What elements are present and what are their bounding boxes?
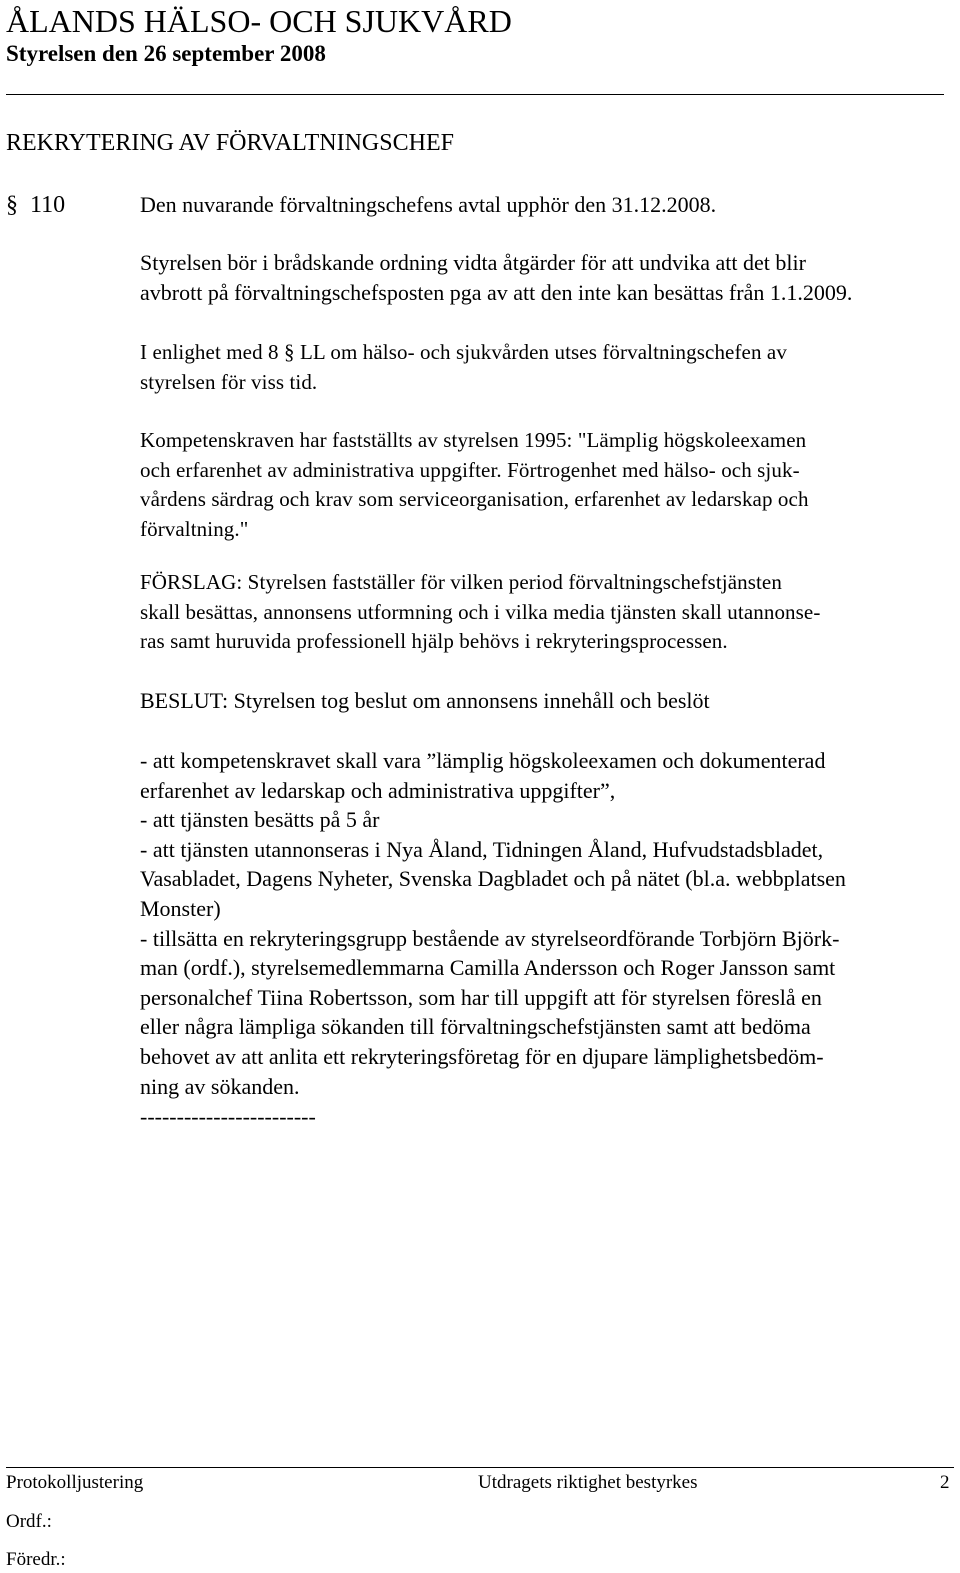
paragraph-legal-basis (140, 338, 787, 397)
text-line: - att tjänsten besätts på 5 år (140, 807, 380, 833)
organization-heading: ÅLANDS HÄLSO- OCH SJUKVÅRD (6, 3, 512, 39)
footer-protocol-check: Protokolljustering (6, 1472, 144, 1493)
text-line: I enlighet med 8 § LL om hälso- och sjukvården utses förvaltningschefen av (140, 340, 787, 364)
text-line: Monster) (140, 895, 221, 921)
text-line: ning av sökanden. (140, 1073, 300, 1099)
text-line: erfarenhet av ledarskap och administrativa uppgifter”, (140, 777, 616, 803)
text-line: avbrott på förvaltningschefsposten pga av att den inte kan besättas från 1.1.2009. (140, 280, 853, 305)
text-line: Den nuvarande förvaltningschefens avtal upphör den 31.12.2008. (140, 192, 717, 217)
text-line: Styrelsen bör i brådskande ordning vidta åtgärder för att undvika att det blir (140, 250, 806, 275)
text-line: förvaltning." (140, 516, 249, 541)
paragraph-proposal (140, 568, 820, 657)
paragraph-decision (140, 686, 710, 716)
footer-chair-label: Ordf.: (6, 1511, 52, 1532)
footer-presenter-label: Föredr.: (6, 1549, 66, 1570)
item-number: 110 (30, 192, 66, 218)
item-title: REKRYTERING AV FÖRVALTNINGSCHEF (6, 130, 454, 156)
text-line: Vasabladet, Dagens Nyheter, Svenska Dagbladet och på nätet (bl.a. webbplatsen (140, 866, 846, 892)
end-separator: ------------------------ (140, 1104, 316, 1129)
text-line: vårdens särdrag och krav som serviceorganisation, erfarenhet av ledarskap och (140, 487, 809, 512)
footer-certification: Utdragets riktighet bestyrkes (478, 1472, 698, 1493)
decision-list (140, 746, 846, 1101)
text-line: BESLUT: Styrelsen tog beslut om annonsens innehåll och beslöt (140, 688, 710, 713)
text-line: FÖRSLAG: Styrelsen fastställer för vilken period förvaltningschefstjänsten (140, 570, 782, 594)
text-line: Kompetenskraven har fastställts av styrelsen 1995: "Lämplig högskoleexamen (140, 428, 807, 452)
text-line: personalchef Tiina Robertsson, som har till uppgift att för styrelsen föreslå en (140, 984, 822, 1010)
text-line: man (ordf.), styrelsemedlemmarna Camilla Andersson och Roger Jansson samt (140, 955, 836, 981)
text-line: styrelsen för viss tid. (140, 369, 318, 394)
header-rule (6, 94, 944, 95)
paragraph-contract-end (140, 190, 716, 220)
section-mark: § (6, 192, 18, 218)
paragraph-urgency (140, 248, 852, 308)
text-line: - att tjänsten utannonseras i Nya Åland, Tidningen Åland, Hufvudstadsbladet, (140, 836, 824, 862)
text-line: och erfarenhet av administrativa uppgifter. Förtrogenhet med hälso- och sjuk- (140, 457, 800, 482)
paragraph-competence-requirements (140, 426, 809, 544)
footer-rule (6, 1467, 954, 1468)
meeting-date: Styrelsen den 26 september 2008 (6, 41, 326, 66)
text-line: ras samt huruvida professionell hjälp behövs i rekryteringsprocessen. (140, 629, 728, 654)
text-line: - att kompetenskravet skall vara ”lämplig högskoleexamen och dokumenterad (140, 748, 826, 773)
text-line: skall besättas, annonsens utformning och i vilka media tjänsten skall utannonse- (140, 599, 821, 624)
text-line: behovet av att anlita ett rekryteringsföretag för en djupare lämplighetsbedöm- (140, 1043, 824, 1069)
page-number: 2 (940, 1472, 950, 1493)
text-line: - tillsätta en rekryteringsgrupp bestående av styrelseordförande Torbjörn Björk- (140, 925, 840, 951)
text-line: eller några lämpliga sökanden till förvaltningschefstjänsten samt att bedöma (140, 1014, 811, 1040)
